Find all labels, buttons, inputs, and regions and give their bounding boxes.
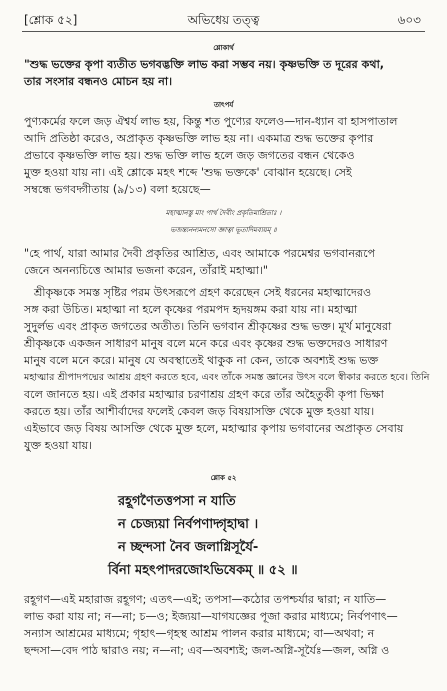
synonyms-line: লাভ করা যায় না; ন—না; চ—ও; ইজ্যয়া—যাগযজ্ঞের পূজা করার মাধ্যমে; নির্বপণাৎ— [24,610,398,623]
purport-line: মুক্ত হওয়া যায় না। এই শ্লোকে মহৎ শব্দে 'শুদ্ধ ভক্তকে' বোঝান হয়েছে। সেই [24,166,352,179]
gita-verse-line: মহাত্মানস্তু মাং পার্থ দৈবীং প্রকৃতিমাশ্রিতাঃ । [165,209,282,217]
translation-heading: শ্লোকার্থ [213,44,234,52]
purport-line: শ্রীকৃষ্ণকে একজন সাধারণ মানুষ বলে মনে করে এবং কৃষ্ণের শুদ্ধ ভক্তদেরও সাধারণ [24,337,388,350]
purport-line: বলে জানতে হয়। এই প্রকার মহাত্মার চরণাশ্রয় গ্রহণ করে তাঁর অহৈতুকী কৃপা ভিক্ষা [24,388,384,401]
purport-line: যুক্ত হওয়া যায়। [24,439,93,452]
synonyms-line: সন্যাস আশ্রমের মাধ্যমে; গৃহাৎ—গৃহস্থ আশ্রম পালন করার মাধ্যমে; বা—অথবা; ন [24,627,375,640]
purport-line: করতে হয়। তাঁর আশীর্বাদের ফলেই কেবল জড় বিষয়াসক্তি থেকে মুক্ত হওয়া যায়। [24,405,375,418]
purport-line: সুদুর্লভ এবং প্রাকৃত জগতের অতীত। তিনি ভগবান শ্রীকৃষ্ণের শুদ্ধ ভক্ত। মূর্খ মানুষেরা [24,320,392,333]
sloka-line: রহূগণৈতত্তপসা ন যাতি [118,494,236,509]
synonyms-line: ছন্দসা—বেদ পাঠ দ্বারাও নয়; ন—না; এব—অবশ্যই; জল-অগ্নি-সূর্যৈঃ—জল, অগ্নি ও [24,644,390,657]
purport-line: আদি প্রতিষ্ঠা করেও, অপ্রাকৃত কৃষ্ণভক্তি লাভ হয় না। একমাত্র শুদ্ধ ভক্তের কৃপার [24,132,374,145]
purport-line: মহাত্মার শ্রীপাদপদ্মের আশ্রয় গ্রহণ করতে হবে, এবং তাঁকে সমস্ত জ্ঞানের উৎস বলে স্বীকার করতে হবে। তিনি [24,372,430,383]
translation-line: তার সংসার বন্ধনও মোচন হয় না। [24,75,173,88]
header-divider [22,31,425,32]
purport-line: জেনে অনন্যচিত্তে আমার ভজনা করেন, তাঁরাই মহাত্মা।" [24,264,269,277]
sloka-line: ন চ্ছন্দসা নৈব জলাগ্নিসূর্যৈ- [118,540,259,555]
purport-line: সঙ্গ করা উচিত। মহাত্মা না হলে কৃষ্ণের পরমপদ হৃদয়ঙ্গম করা যায় না। মহাত্মা [24,303,358,316]
translation-line: "শুদ্ধ ভক্তের কৃপা ব্যতীত ভগবদ্ভক্তি লাভ করা সম্ভব নয়। কৃষ্ণভক্তি ত দূরের কথা, [24,58,384,71]
synonyms-line: রহূগণ—এই মহারাজ রহূগণ; এতৎ—এই; তপসা—কঠোর তপশ্চর্যার দ্বারা; ন যাতি— [24,593,387,606]
page-header-chapter-title: অভিধেয় তত্ত্ব [187,13,260,27]
purport-line: এইভাবে জড় বিষয় আসক্তি থেকে মুক্ত হলে, মহাত্মার কৃপায় ভগবানের অপ্রাকৃত সেবায় [24,422,404,435]
purport-line: সম্বন্ধে ভগবদ্গীতায় (৯/১৩) বলা হয়েছে— [24,183,211,196]
purport-line: "হে পার্থ, যারা আমার দৈবী প্রকৃতির আশ্রিত, এবং আমাকে পরমেশ্বর ভগবানরূপে [24,247,376,260]
page-header-verse-ref: [শ্লোক ৫২] [24,13,78,27]
gita-verse-line: ভজন্ত্যনন্যমনসো জ্ঞাত্বা ভূতাদিমব্যয়ম্ ॥ [170,226,277,234]
sloka-line: ন চেজ্যয়া নির্বপণাদ্গৃহাদ্বা । [118,517,259,532]
purport-line: প্রভাবে কৃষ্ণভক্তি লাভ হয়। শুদ্ধ ভক্তি লাভ হলে জড় জগতের বন্ধন থেকেও [24,149,355,162]
page-number: ৬০৩ [397,13,421,27]
sloka-heading: শ্লোক ৫২ [210,474,237,482]
purport-line: শ্রীকৃষ্ণকে সমস্ত সৃষ্টির পরম উৎসরূপে গ্রহণ করেছেন সেই ধরনের মহাত্মাদেরও [34,286,372,299]
purport-line: পুণ্যকর্মের ফলে জড় ঐশ্বর্য লাভ হয়, কিন্তু শত পুণ্যের ফলেও—দান-ধ্যান বা হাসপাতাল [24,115,398,128]
purport-heading: তাৎপর্য [213,101,234,109]
purport-line: মানুষ বলে মনে করে। মানুষ যে অবস্থাতেই থাকুক না কেন, তাকে অবশ্যই শুদ্ধ ভক্ত [24,354,379,367]
sloka-line: র্বিনা মহৎপাদরজোঽভিষেকম্ ॥ ৫২ ॥ [108,563,298,578]
